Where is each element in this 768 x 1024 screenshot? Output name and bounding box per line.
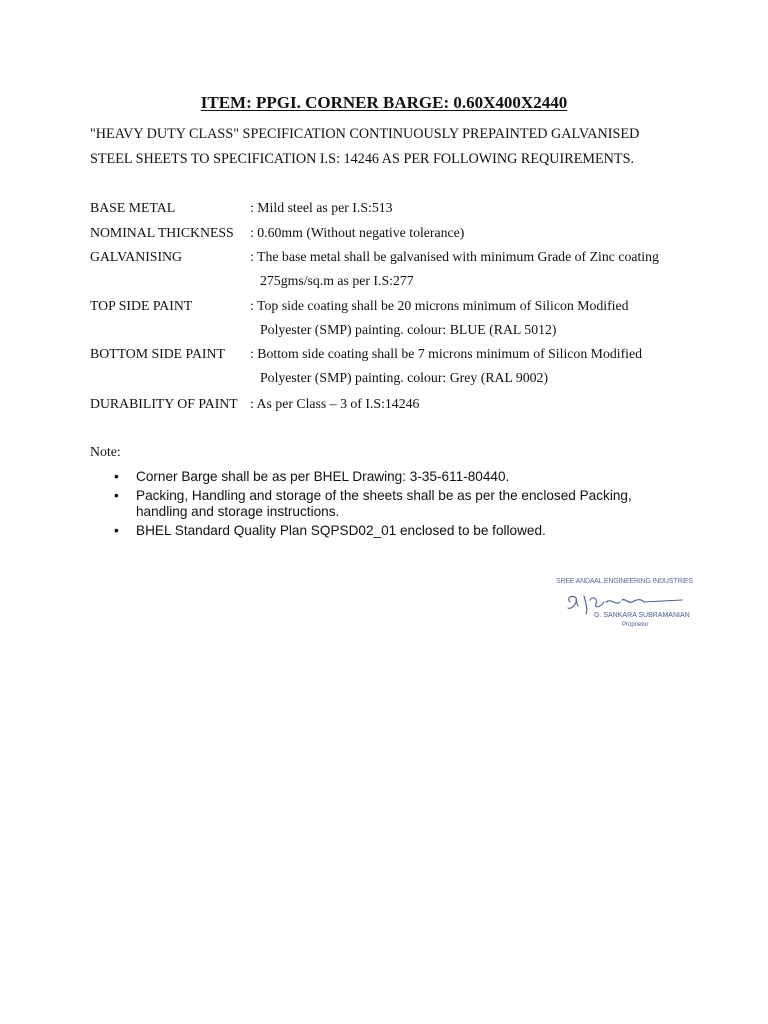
spec-value: : 0.60mm (Without negative tolerance) bbox=[250, 225, 465, 240]
spec-value-continuation: Polyester (SMP) painting. colour: Grey (RAL 9002) bbox=[260, 370, 549, 385]
bullet-icon: • bbox=[114, 488, 119, 503]
list-item bbox=[114, 469, 674, 485]
signature-stamp bbox=[552, 576, 692, 666]
spec-label: BASE METAL bbox=[90, 200, 176, 215]
spec-value: : Top side coating shall be 20 microns minimum of Silicon Modified bbox=[250, 298, 629, 313]
stamp-company: SREE ANDAAL ENGINEERING INDUSTRIES bbox=[556, 578, 693, 585]
spec-value: : As per Class – 3 of I.S:14246 bbox=[250, 396, 420, 411]
note-heading: Note: bbox=[90, 444, 121, 459]
note-text: Packing, Handling and storage of the sheets shall be as per the enclosed Packing, handling and storage instructions. bbox=[136, 488, 632, 519]
spec-label: GALVANISING bbox=[90, 249, 182, 264]
intro-line-2: STEEL SHEETS TO SPECIFICATION I.S: 14246 AS PER FOLLOWING REQUIREMENTS. bbox=[90, 151, 635, 167]
bullet-icon: • bbox=[114, 523, 119, 538]
list-item bbox=[114, 523, 674, 539]
spec-label: DURABILITY OF PAINT bbox=[90, 396, 238, 411]
spec-value: : The base metal shall be galvanised with minimum Grade of Zinc coating bbox=[250, 249, 659, 264]
document-title: ITEM: PPGI. CORNER BARGE: 0.60X400X2440 bbox=[200, 93, 568, 112]
note-text: BHEL Standard Quality Plan SQPSD02_01 enclosed to be followed. bbox=[136, 523, 546, 538]
spec-value-continuation: Polyester (SMP) painting. colour: BLUE (RAL 5012) bbox=[260, 322, 557, 337]
spec-label: NOMINAL THICKNESS bbox=[90, 225, 234, 240]
spec-label: BOTTOM SIDE PAINT bbox=[90, 346, 225, 361]
spec-value: : Mild steel as per I.S:513 bbox=[250, 200, 393, 215]
spec-label: TOP SIDE PAINT bbox=[90, 298, 193, 313]
note-text: Corner Barge shall be as per BHEL Drawing: 3-35-611-80440. bbox=[136, 469, 510, 484]
spec-value-continuation: 275gms/sq.m as per I.S:277 bbox=[260, 273, 414, 288]
bullet-icon: • bbox=[114, 469, 119, 484]
intro-line-1: "HEAVY DUTY CLASS" SPECIFICATION CONTINUOUSLY PREPAINTED GALVANISED bbox=[90, 126, 640, 142]
list-item bbox=[114, 488, 674, 520]
stamp-role: Proprietor bbox=[622, 622, 649, 628]
spec-value: : Bottom side coating shall be 7 microns minimum of Silicon Modified bbox=[250, 346, 643, 361]
note-list bbox=[114, 469, 674, 542]
stamp-name: G. SANKARA SUBRAMANIAN bbox=[594, 612, 690, 619]
